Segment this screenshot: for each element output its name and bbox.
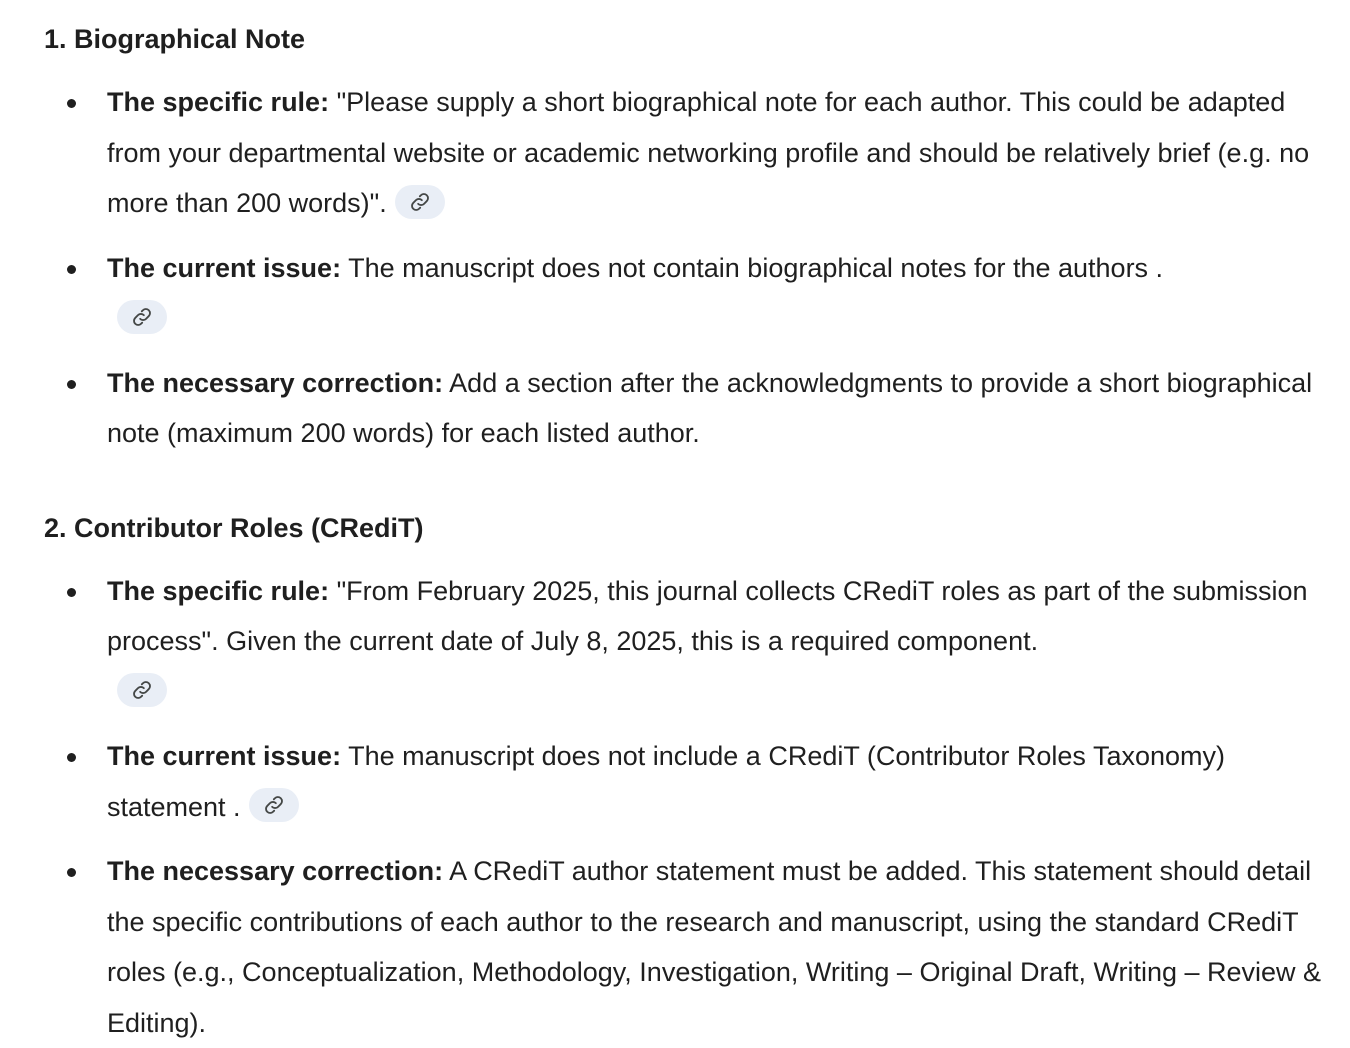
list-item-necessary-correction [44, 846, 1324, 1048]
bullet-icon [67, 588, 76, 597]
list-item-specific-rule [44, 77, 1324, 229]
citation-link-button[interactable] [117, 300, 167, 334]
bullet-icon [67, 380, 76, 389]
bullet-icon [67, 753, 76, 762]
list-item-current-issue [44, 731, 1324, 832]
list-item-necessary-correction [44, 358, 1324, 459]
link-icon [131, 679, 153, 701]
bullet-icon [67, 99, 76, 108]
item-text: The manuscript does not include a CRediT (Contributor Roles Taxonomy) statement . [107, 741, 1225, 822]
item-label: The specific rule: [107, 575, 330, 606]
list-item-specific-rule [44, 566, 1324, 718]
link-icon [131, 306, 153, 328]
item-text: "From February 2025, this journal collects CRediT roles as part of the submission process". Given the current date of July 8, 2025, this is a required component. [107, 575, 1308, 656]
item-text: "Please supply a short biographical note for each author. This could be adapted from your departmental website or academic networking profile and should be relatively brief (e.g. no more than 200 words)". [107, 87, 1310, 218]
citation-link-button[interactable] [249, 788, 299, 822]
bullet-icon [67, 868, 76, 877]
link-icon [409, 191, 431, 213]
bullet-list-biographical-note [44, 77, 1324, 459]
item-label: The current issue: [107, 741, 342, 771]
list-item-current-issue [44, 243, 1324, 344]
section-heading-contributor-roles: 2. Contributor Roles (CRediT) [44, 512, 424, 543]
item-text: The manuscript does not contain biographical notes for the authors . [341, 252, 1164, 283]
bullet-icon [67, 265, 76, 274]
item-label: The necessary correction: [107, 367, 444, 398]
item-label: The current issue: [107, 252, 342, 283]
item-text: A CRediT author statement must be added. This statement should detail the specific contributions of each author to the research and manuscript, using the standard CRediT roles (e.g., Conceptualization, Methodology, Investigation, Writing – Original Draft, Writing – Review & Editing). [107, 856, 1322, 1038]
citation-link-button[interactable] [395, 185, 445, 219]
item-label: The specific rule: [107, 87, 330, 117]
citation-link-button[interactable] [117, 673, 167, 707]
response-content [44, 0, 1324, 1048]
item-label: The necessary correction: [107, 856, 444, 886]
item-text: Add a section after the acknowledgments to provide a short biographical note (maximum 200 words) for each listed author. [107, 367, 1313, 448]
link-icon [263, 794, 285, 816]
bullet-list-contributor-roles [44, 566, 1324, 1048]
section-heading-biographical-note: 1. Biographical Note [44, 24, 306, 54]
